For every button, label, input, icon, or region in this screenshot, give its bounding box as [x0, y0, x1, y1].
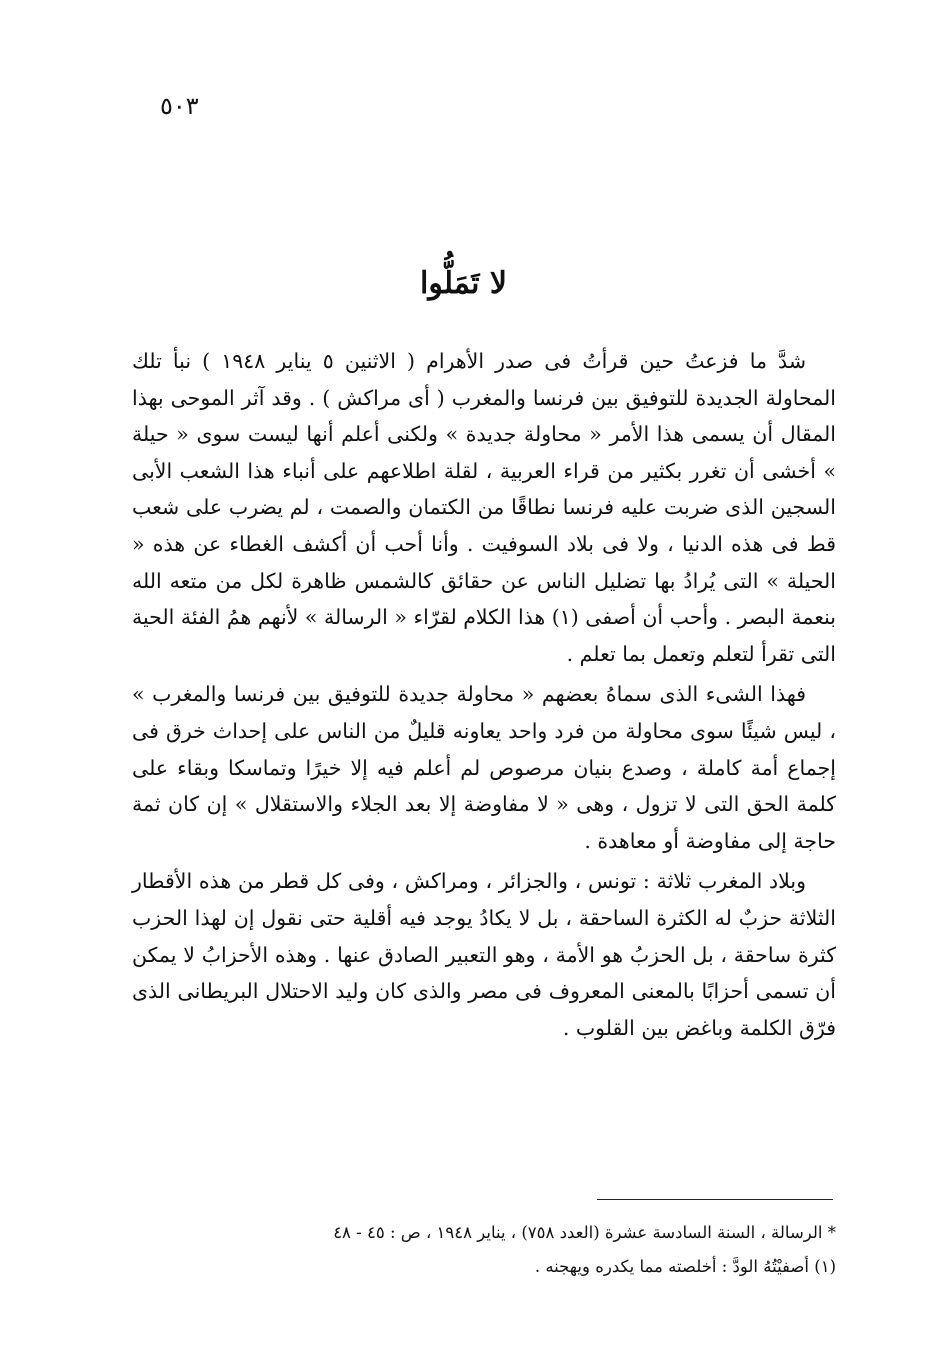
paragraph-1: شدَّ ما فزعتُ حين قرأتُ فى صدر الأهرام ( الاثنين ٥ يناير ١٩٤٨ ) نبأ تلك المحاولة الجديدة للتوفيق بين فرنسا والمغرب ( أى مراكش ) . وقد آثر الموحى بهذا المقال أن يسمى هذا الأمر « محاولة جديدة » ولكنى أعلم أنها ليست سوى « حيلة » أخشى أن تغرر بكثير من قراء العربية ، لقلة اطلاعهم على أنباء هذا الشعب الأبى السجين الذى ضربت عليه فرنسا نطاقًا من الكتمان والصمت ، لم يضرب على شعب قط فى هذه الدنيا ، ولا فى بلاد السوفيت . وأنا أحب أن أكشف الغطاء عن هذه « الحيلة » التى يُرادُ بها تضليل الناس عن حقائق كالشمس ظاهرة لكل من متعه الله بنعمة البصر . وأحب أن أصفى (١) هذا الكلام لقرّاء « الرسالة » لأنهم همُ الفئة الحية التى تقرأ لتعلم وتعمل بما تعلم . — [132, 349, 836, 666]
paragraph-2: فهذا الشىء الذى سماهُ بعضهم « محاولة جديدة للتوفيق بين فرنسا والمغرب » ، ليس شيئًا سوى محاولة من فرد واحد يعاونه قليلٌ من الناس على إحداث خرق فى إجماع أمة كاملة ، وصدع بنيان مرصوص لم أعلم فيه إلا خيرًا وتماسكا وبقاء على كلمة الحق التى لا تزول ، وهى « لا مفاوضة إلا بعد الجلاء والاستقلال » إن كان ثمة حاجة إلى مفاوضة أو معاهدة . — [132, 682, 836, 853]
footnote-1: (١) أصفيْتُهُ الودَّ : أخلصته مما يكدره ويهجنه . — [534, 1257, 836, 1276]
article-body — [132, 343, 836, 1046]
paragraph-3: وبلاد المغرب ثلاثة : تونس ، والجزائر ، ومراكش ، وفى كل قطر من هذه الأقطار الثلاثة حزبٌ له الكثرة الساحقة ، بل لا يكادُ يوجد فيه أقلية حتى نقول إن لهذا الحزب كثرة ساحقة ، بل الحزبُ هو الأمة ، وهو التعبير الصادق عنها . وهذه الأحزابُ لا يمكن أن تسمى أحزابًا بالمعنى المعروف فى مصر والذى كان وليد الاحتلال البريطانى الذى فرّق الكلمة وباغض بين القلوب . — [132, 869, 836, 1040]
footnote-source: * الرسالة ، السنة السادسة عشرة (العدد ٧٥٨) ، يناير ١٩٤٨ ، ص : ٤٥ - ٤٨ — [333, 1223, 836, 1242]
footnotes — [190, 1216, 836, 1284]
footnote-divider — [597, 1199, 833, 1200]
page-number: ٥٠٣ — [160, 92, 199, 120]
article-title: لا تَمَلُّوا — [419, 266, 507, 301]
